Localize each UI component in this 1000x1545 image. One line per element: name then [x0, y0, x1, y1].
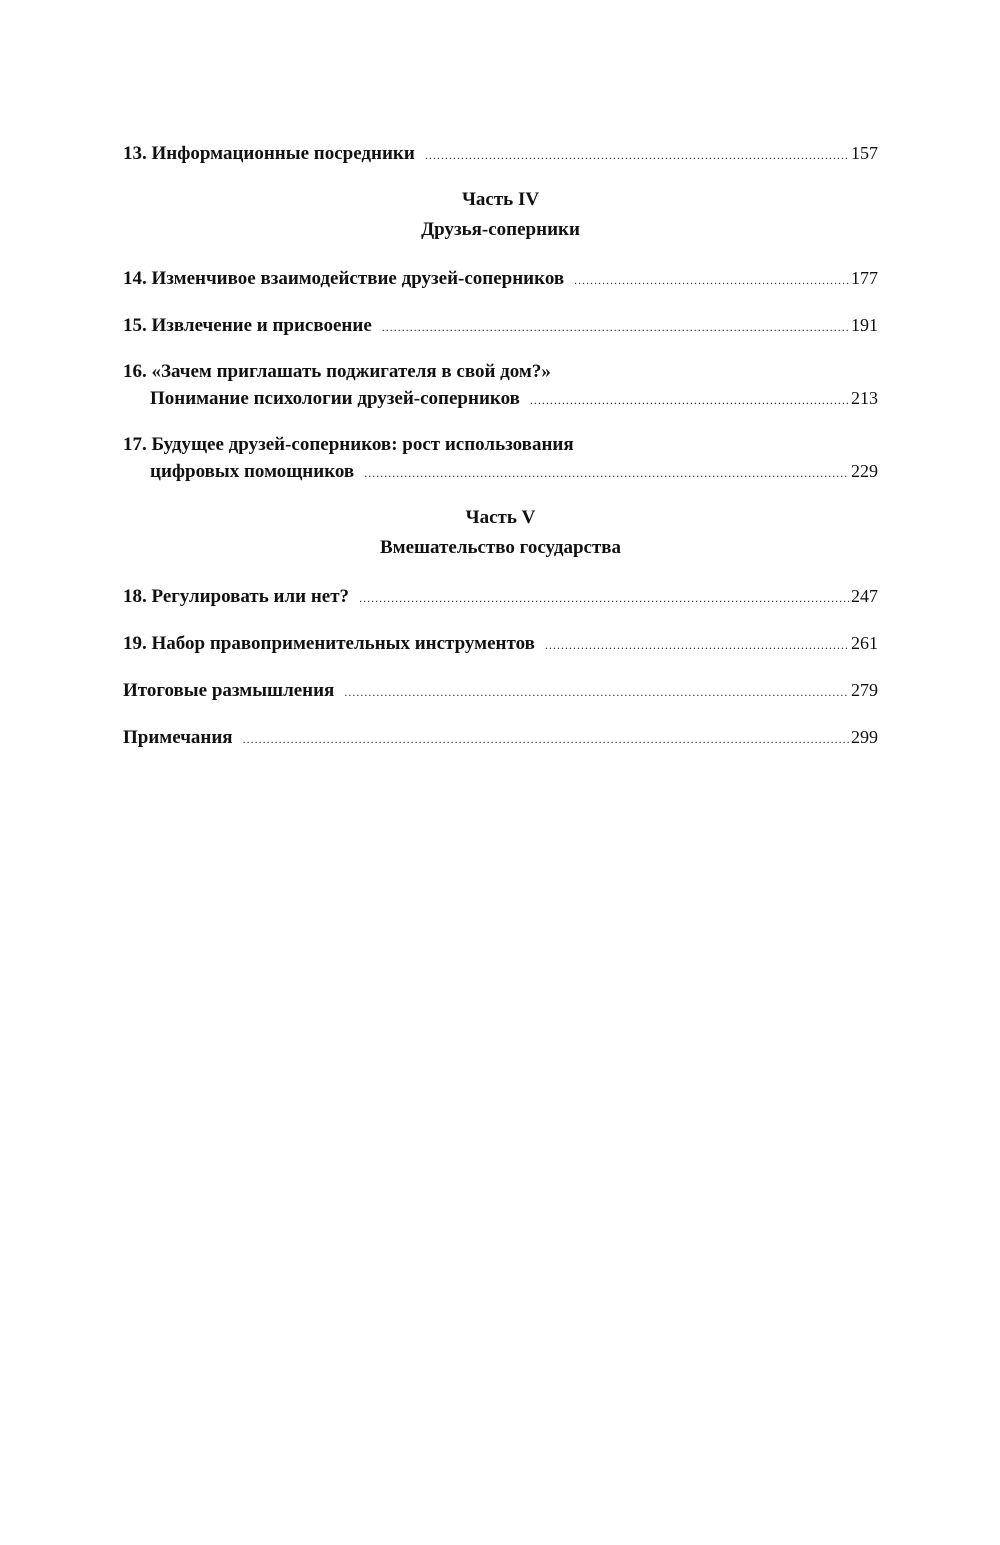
part-title: Вмешательство государства [379, 537, 622, 558]
toc-page-number: 299 [851, 727, 878, 747]
toc-entry-title-line1: 17. Будущее друзей-соперников: рост использования [123, 434, 574, 455]
toc-entry-16 [123, 359, 878, 412]
part-label: Часть V [465, 507, 536, 528]
dot-leader [545, 639, 849, 651]
toc-page-number: 279 [851, 680, 878, 700]
dot-leader [364, 467, 849, 479]
toc-entry-title-line1: 16. «Зачем приглашать поджигателя в свой дом?» [123, 361, 551, 382]
dot-leader [425, 149, 849, 161]
part-label: Часть IV [461, 189, 540, 210]
toc-entry-title-line2: Понимание психологии друзей-соперников [150, 388, 520, 409]
toc-page-number: 157 [851, 143, 878, 163]
toc-entry-17 [123, 432, 878, 485]
table-of-contents [123, 140, 878, 751]
dot-leader [574, 274, 849, 286]
dot-leader [382, 321, 849, 333]
toc-page-number: 247 [851, 586, 878, 606]
toc-page-number: 261 [851, 633, 878, 653]
dot-leader [530, 394, 849, 406]
toc-entry-title: 15. Извлечение и присвоение [123, 315, 372, 336]
toc-entry-notes [123, 724, 878, 751]
toc-entry-18 [123, 583, 878, 610]
part-heading-5 [123, 503, 878, 563]
toc-entry-title: 19. Набор правоприменительных инструментов [123, 633, 535, 654]
toc-entry-title: Примечания [123, 727, 233, 748]
toc-entry-19 [123, 630, 878, 657]
part-heading-4 [123, 185, 878, 245]
part-title: Друзья-соперники [421, 219, 580, 240]
toc-entry-title: 14. Изменчивое взаимодействие друзей-соперников [123, 268, 565, 289]
dot-leader [359, 592, 849, 604]
toc-entry-conclusion [123, 677, 878, 704]
dot-leader [344, 686, 849, 698]
toc-entry-title-line2: цифровых помощников [150, 461, 355, 482]
toc-page-number: 213 [851, 388, 878, 408]
toc-page-number: 229 [851, 461, 878, 481]
toc-entry-13 [123, 140, 878, 167]
toc-entry-title: Итоговые размышления [123, 680, 335, 701]
dot-leader [243, 733, 849, 745]
toc-entry-14 [123, 265, 878, 292]
toc-entry-15 [123, 312, 878, 339]
toc-entry-title: 18. Регулировать или нет? [123, 586, 350, 607]
toc-page-number: 191 [851, 315, 878, 335]
toc-page-number: 177 [851, 268, 878, 288]
toc-entry-title: 13. Информационные посредники [123, 143, 415, 164]
